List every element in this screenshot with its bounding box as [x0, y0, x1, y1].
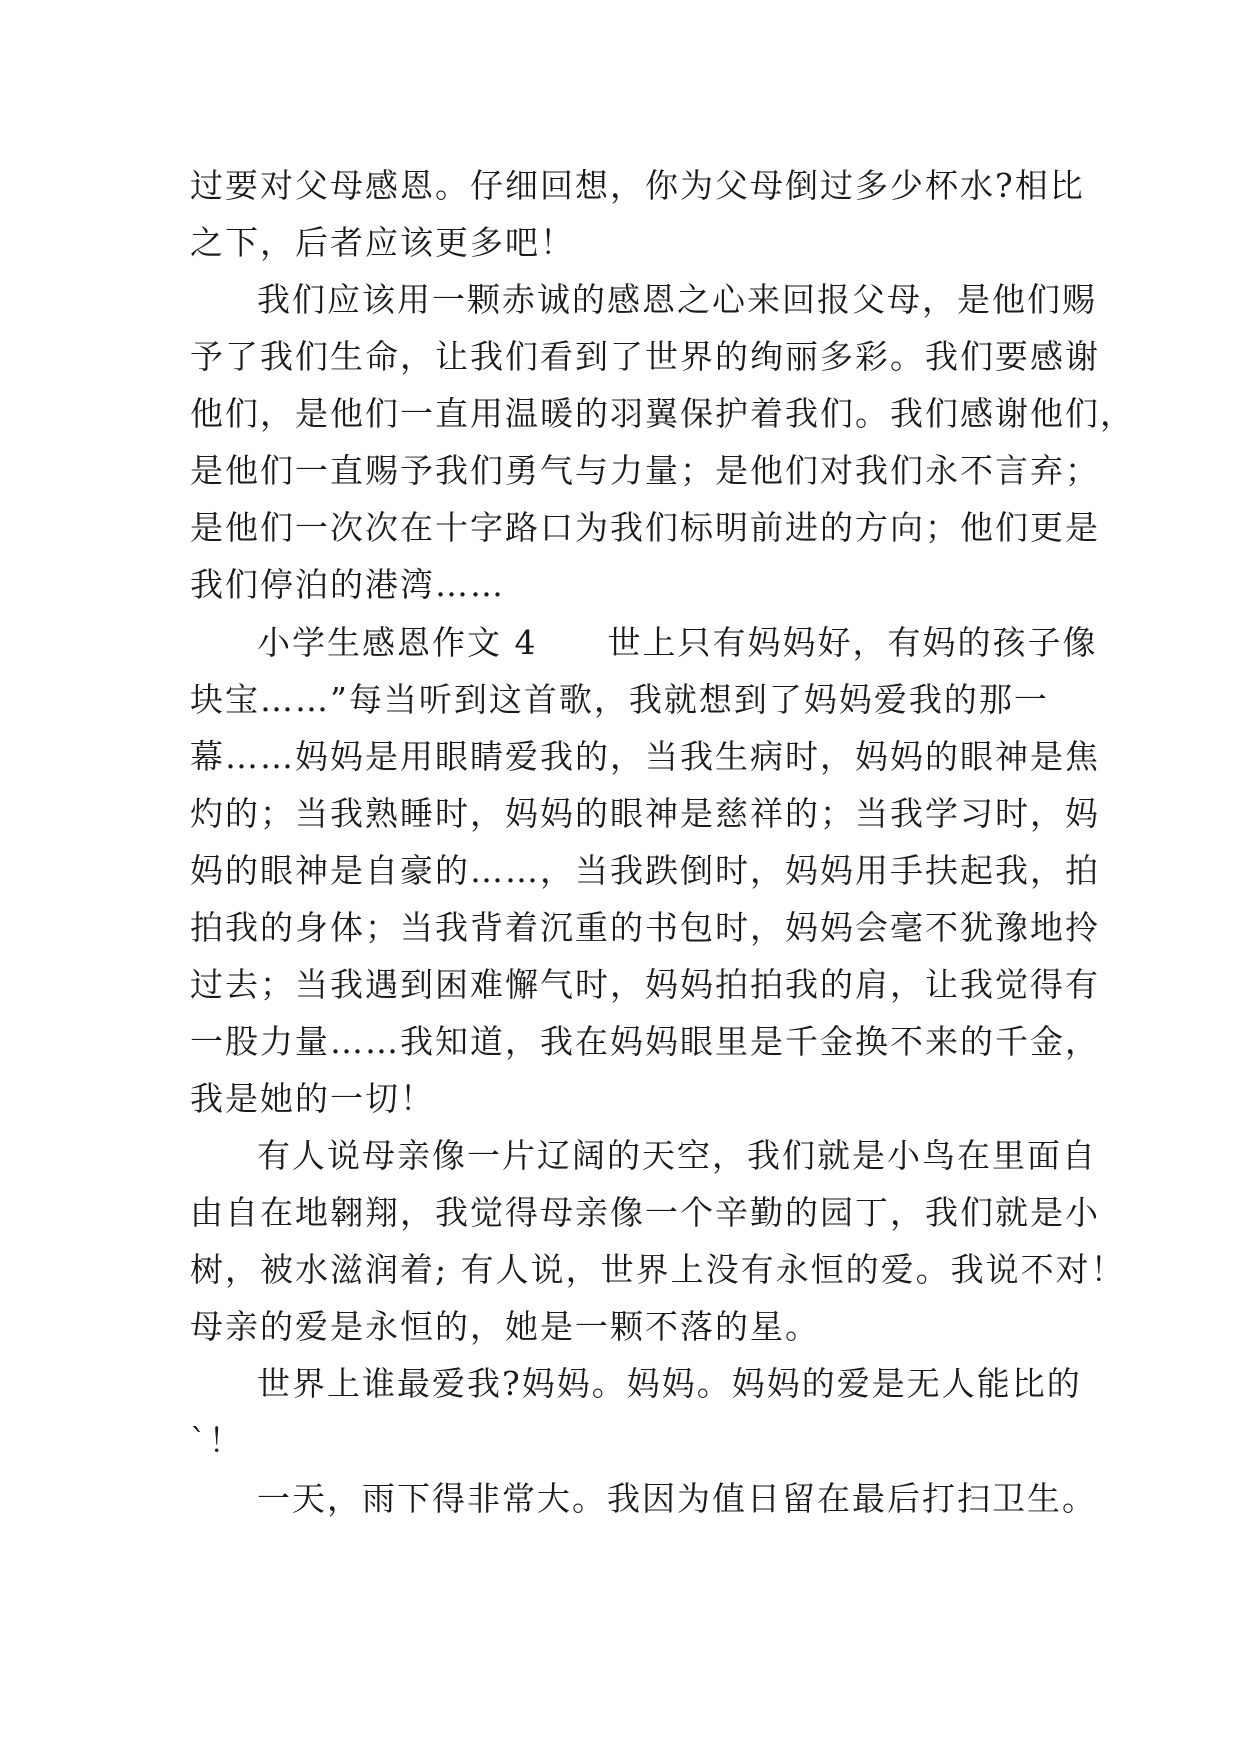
text-line: 由自在地翱翔，我觉得母亲像一个辛勤的园丁，我们就是小 [190, 1193, 1100, 1232]
text-line: 拍我的身体；当我背着沉重的书包时，妈妈会毫不犹豫地拎 [190, 908, 1100, 947]
text-line: 母亲的爱是永恒的，她是一颗不落的星。 [190, 1307, 820, 1346]
paragraph-first-line: 一天，雨下得非常大。我因为值日留在最后打扫卫生。 [257, 1479, 1097, 1518]
text-line: 是他们一直赐予我们勇气与力量；是他们对我们永不言弃； [190, 451, 1100, 490]
text-line: 予了我们生命，让我们看到了世界的绚丽多彩。我们要感谢 [190, 337, 1100, 376]
text-line: 我们停泊的港湾…… [190, 565, 505, 604]
text-line: `！ [190, 1421, 244, 1460]
text-line: 我是她的一切！ [190, 1079, 435, 1118]
text-line: 之下，后者应该更多吧！ [190, 223, 575, 262]
text-line: 块宝……”每当听到这首歌，我就想到了妈妈爱我的那一 [190, 680, 1049, 719]
text-line: 幕……妈妈是用眼睛爱我的，当我生病时，妈妈的眼神是焦 [190, 737, 1100, 776]
text-line: 是他们一次次在十字路口为我们标明前进的方向；他们更是 [190, 508, 1100, 547]
paragraph-first-line: 我们应该用一颗赤诚的感恩之心来回报父母，是他们赐 [257, 280, 1097, 319]
text-line: 妈的眼神是自豪的……，当我跌倒时，妈妈用手扶起我，拍 [190, 851, 1100, 890]
section-heading-line: 小学生感恩作文 4 世上只有妈妈好，有妈的孩子像 [257, 623, 1098, 662]
text-line: 树，被水滋润着; 有人说，世界上没有永恒的爱。我说不对！ [190, 1250, 1126, 1289]
text-line: 他们，是他们一直用温暖的羽翼保护着我们。我们感谢他们， [190, 394, 1135, 433]
paragraph-first-line: 世界上谁最爱我?妈妈。妈妈。妈妈的爱是无人能比的 [257, 1364, 1082, 1403]
paragraph-first-line: 有人说母亲像一片辽阔的天空，我们就是小鸟在里面自 [257, 1136, 1097, 1175]
text-line: 过要对父母感恩。仔细回想，你为父母倒过多少杯水?相比 [190, 166, 1085, 205]
text-line: 一股力量……我知道，我在妈妈眼里是千金换不来的千金， [190, 1022, 1100, 1061]
text-line: 过去；当我遇到困难懈气时，妈妈拍拍我的肩，让我觉得有 [190, 965, 1100, 1004]
text-line: 灼的；当我熟睡时，妈妈的眼神是慈祥的；当我学习时，妈 [190, 794, 1100, 833]
